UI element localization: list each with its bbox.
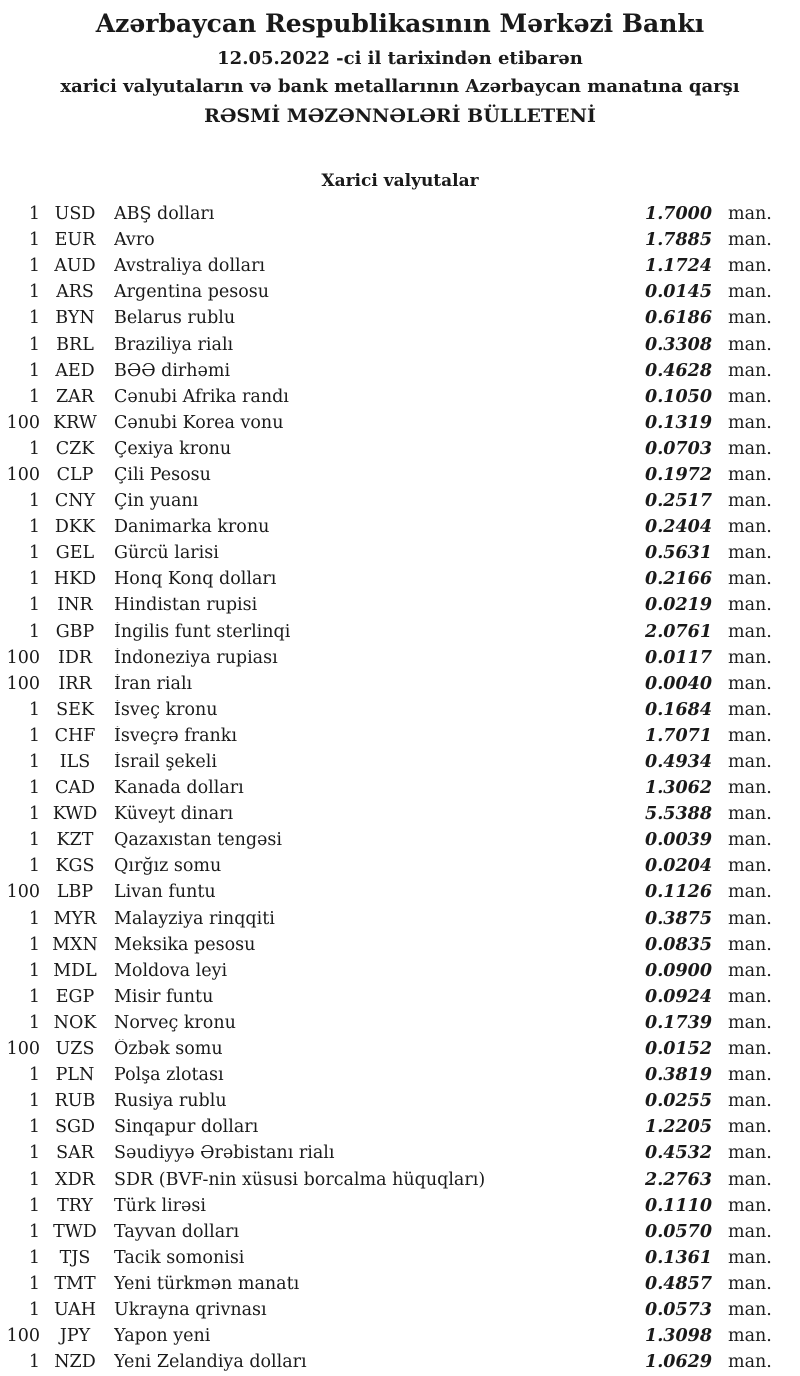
quantity-cell: 1 xyxy=(28,804,40,825)
rate-row xyxy=(0,488,800,514)
currency-code-cell: IDR xyxy=(57,647,93,668)
unit-cell: man. xyxy=(728,595,772,616)
currency-name-cell: Danimarka kronu xyxy=(114,517,270,538)
unit-cell: man. xyxy=(728,1117,772,1138)
currency-name-cell: Meksika pesosu xyxy=(114,934,256,955)
currency-name-cell: Cənubi Afrika randı xyxy=(114,386,289,407)
currency-name-cell: Moldova leyi xyxy=(114,960,228,981)
rate-row xyxy=(0,358,800,384)
unit-cell: man. xyxy=(728,1352,772,1373)
rate-row xyxy=(0,749,800,775)
rate-row xyxy=(0,1219,800,1245)
quantity-cell: 100 xyxy=(6,464,40,485)
quantity-cell: 1 xyxy=(28,1169,40,1190)
currency-code-cell: KWD xyxy=(52,804,98,825)
unit-cell: man. xyxy=(728,204,772,225)
unit-cell: man. xyxy=(728,1065,772,1086)
currency-code-cell: INR xyxy=(57,595,93,616)
rate-value-cell: 0.0900 xyxy=(645,960,712,981)
currency-code-cell: ZAR xyxy=(56,386,94,407)
currency-code-cell: EGP xyxy=(55,986,95,1007)
currency-code-cell: PLN xyxy=(55,1065,95,1086)
currency-code-cell: AED xyxy=(55,360,95,381)
rate-row xyxy=(0,1323,800,1349)
unit-cell: man. xyxy=(728,569,772,590)
quantity-cell: 1 xyxy=(28,960,40,981)
quantity-cell: 1 xyxy=(28,1143,40,1164)
rate-row xyxy=(0,201,800,227)
currency-code-cell: MDL xyxy=(53,960,97,981)
quantity-cell: 100 xyxy=(6,1326,40,1347)
currency-name-cell: Misir funtu xyxy=(114,986,214,1007)
unit-cell: man. xyxy=(728,673,772,694)
currency-name-cell: Gürcü larisi xyxy=(114,543,219,564)
currency-name-cell: Çin yuanı xyxy=(114,491,199,512)
currency-name-cell: İndoneziya rupiası xyxy=(114,647,278,668)
rate-value-cell: 0.0040 xyxy=(645,673,712,694)
rate-row xyxy=(0,462,800,488)
currency-name-cell: ABŞ dolları xyxy=(114,204,215,225)
quantity-cell: 1 xyxy=(28,595,40,616)
currency-code-cell: CHF xyxy=(54,725,96,746)
bulletin-name-line: RƏSMİ MƏZƏNNƏLƏRİ BÜLLETENİ xyxy=(204,105,596,127)
unit-cell: man. xyxy=(728,1273,772,1294)
currency-code-cell: CLP xyxy=(56,464,94,485)
currency-name-cell: BƏƏ dirhəmi xyxy=(114,360,231,381)
currency-code-cell: NZD xyxy=(54,1352,96,1373)
rate-row xyxy=(0,906,800,932)
rate-row xyxy=(0,1166,800,1192)
currency-name-cell: Çili Pesosu xyxy=(114,464,211,485)
unit-cell: man. xyxy=(728,1247,772,1268)
currency-name-cell: Türk lirəsi xyxy=(114,1195,206,1216)
quantity-cell: 1 xyxy=(28,934,40,955)
currency-code-cell: JPY xyxy=(59,1326,91,1347)
quantity-cell: 1 xyxy=(28,334,40,355)
currency-name-cell: Küveyt dinarı xyxy=(114,804,234,825)
quantity-cell: 1 xyxy=(28,856,40,877)
quantity-cell: 1 xyxy=(28,1091,40,1112)
currency-name-cell: Yeni türkmən manatı xyxy=(114,1273,300,1294)
currency-code-cell: BYN xyxy=(55,308,95,329)
rate-value-cell: 0.0924 xyxy=(645,986,712,1007)
rate-value-cell: 0.5631 xyxy=(645,543,712,564)
quantity-cell: 100 xyxy=(6,412,40,433)
unit-cell: man. xyxy=(728,621,772,642)
rate-value-cell: 0.6186 xyxy=(645,308,712,329)
currency-code-cell: XDR xyxy=(55,1169,95,1190)
currency-name-cell: İngilis funt sterlinqi xyxy=(114,621,291,642)
unit-cell: man. xyxy=(728,230,772,251)
rate-row xyxy=(0,645,800,671)
rate-value-cell: 1.7000 xyxy=(645,204,712,225)
unit-cell: man. xyxy=(728,308,772,329)
currency-code-cell: TWD xyxy=(53,1221,97,1242)
rate-row xyxy=(0,384,800,410)
rate-row xyxy=(0,958,800,984)
rate-value-cell: 0.3819 xyxy=(645,1065,712,1086)
currency-code-cell: TRY xyxy=(57,1195,93,1216)
currency-code-cell: ILS xyxy=(59,752,91,773)
rate-value-cell: 0.0117 xyxy=(645,647,712,668)
quantity-cell: 100 xyxy=(6,647,40,668)
currency-code-cell: CAD xyxy=(54,778,96,799)
currency-name-cell: Sinqapur dolları xyxy=(114,1117,259,1138)
currency-name-cell: Yeni Zelandiya dolları xyxy=(114,1352,307,1373)
currency-code-cell: UZS xyxy=(55,1039,95,1060)
quantity-cell: 1 xyxy=(28,908,40,929)
currency-name-cell: Tayvan dolları xyxy=(114,1221,240,1242)
currency-code-cell: UAH xyxy=(53,1299,97,1320)
unit-cell: man. xyxy=(728,334,772,355)
rate-value-cell: 0.1739 xyxy=(645,1012,712,1033)
currency-name-cell: Belarus rublu xyxy=(114,308,236,329)
rate-row xyxy=(0,566,800,592)
rate-row xyxy=(0,984,800,1010)
currency-name-cell: Cənubi Korea vonu xyxy=(114,412,284,433)
rate-value-cell: 0.4857 xyxy=(645,1273,712,1294)
rate-value-cell: 1.3098 xyxy=(645,1326,712,1347)
currency-name-cell: Çexiya kronu xyxy=(114,438,232,459)
rate-value-cell: 0.0219 xyxy=(645,595,712,616)
scope-line: xarici valyutaların və bank metallarının Azərbaycan manatına qarşı xyxy=(60,76,740,97)
rate-row xyxy=(0,1114,800,1140)
rates-table xyxy=(0,201,800,1375)
currency-code-cell: CZK xyxy=(55,438,95,459)
rate-row xyxy=(0,1297,800,1323)
quantity-cell: 1 xyxy=(28,1221,40,1242)
quantity-cell: 1 xyxy=(28,438,40,459)
currency-code-cell: BRL xyxy=(56,334,94,355)
currency-name-cell: Qırğız somu xyxy=(114,856,222,877)
currency-name-cell: Avro xyxy=(114,230,155,251)
quantity-cell: 100 xyxy=(6,673,40,694)
currency-code-cell: ARS xyxy=(56,282,94,303)
currency-name-cell: Argentina pesosu xyxy=(114,282,270,303)
rate-value-cell: 1.7885 xyxy=(645,230,712,251)
currency-name-cell: Polşa zlotası xyxy=(114,1065,224,1086)
quantity-cell: 1 xyxy=(28,1065,40,1086)
rate-value-cell: 0.0255 xyxy=(645,1091,712,1112)
rate-value-cell: 0.3875 xyxy=(645,908,712,929)
rate-row xyxy=(0,1062,800,1088)
section-title-foreign-currencies: Xarici valyutalar xyxy=(321,171,479,191)
currency-code-cell: MYR xyxy=(53,908,97,929)
currency-code-cell: LBP xyxy=(56,882,94,903)
unit-cell: man. xyxy=(728,960,772,981)
unit-cell: man. xyxy=(728,256,772,277)
quantity-cell: 1 xyxy=(28,256,40,277)
currency-code-cell: GBP xyxy=(55,621,95,642)
currency-code-cell: SAR xyxy=(56,1143,94,1164)
quantity-cell: 1 xyxy=(28,752,40,773)
rate-row xyxy=(0,1140,800,1166)
quantity-cell: 1 xyxy=(28,360,40,381)
quantity-cell: 1 xyxy=(28,386,40,407)
rate-value-cell: 1.3062 xyxy=(645,778,712,799)
currency-name-cell: İran rialı xyxy=(114,673,193,694)
unit-cell: man. xyxy=(728,1143,772,1164)
quantity-cell: 1 xyxy=(28,308,40,329)
currency-name-cell: İsrail şekeli xyxy=(114,752,217,773)
currency-name-cell: Livan funtu xyxy=(114,882,216,903)
currency-code-cell: KGS xyxy=(55,856,95,877)
unit-cell: man. xyxy=(728,986,772,1007)
rate-value-cell: 0.1972 xyxy=(645,464,712,485)
unit-cell: man. xyxy=(728,882,772,903)
quantity-cell: 1 xyxy=(28,699,40,720)
rate-row xyxy=(0,619,800,645)
unit-cell: man. xyxy=(728,1326,772,1347)
unit-cell: man. xyxy=(728,1169,772,1190)
page-title: Azərbaycan Respublikasının Mərkəzi Bankı xyxy=(95,9,705,38)
quantity-cell: 100 xyxy=(6,1039,40,1060)
quantity-cell: 1 xyxy=(28,830,40,851)
rate-row xyxy=(0,1193,800,1219)
quantity-cell: 1 xyxy=(28,778,40,799)
rate-value-cell: 0.0145 xyxy=(645,282,712,303)
currency-name-cell: Qazaxıstan tengəsi xyxy=(114,830,282,851)
rate-row xyxy=(0,331,800,357)
rate-value-cell: 2.0761 xyxy=(645,621,712,642)
rate-value-cell: 0.4532 xyxy=(645,1143,712,1164)
unit-cell: man. xyxy=(728,647,772,668)
rate-value-cell: 0.0039 xyxy=(645,830,712,851)
rate-row xyxy=(0,514,800,540)
quantity-cell: 1 xyxy=(28,1299,40,1320)
rate-value-cell: 1.0629 xyxy=(645,1352,712,1373)
quantity-cell: 100 xyxy=(6,882,40,903)
unit-cell: man. xyxy=(728,517,772,538)
rate-value-cell: 0.3308 xyxy=(645,334,712,355)
quantity-cell: 1 xyxy=(28,569,40,590)
unit-cell: man. xyxy=(728,1039,772,1060)
unit-cell: man. xyxy=(728,360,772,381)
rate-value-cell: 0.0570 xyxy=(645,1221,712,1242)
quantity-cell: 1 xyxy=(28,725,40,746)
rate-row xyxy=(0,1271,800,1297)
rate-row xyxy=(0,1010,800,1036)
unit-cell: man. xyxy=(728,491,772,512)
rate-value-cell: 0.2404 xyxy=(645,517,712,538)
currency-name-cell: Səudiyyə Ərəbistanı rialı xyxy=(114,1143,335,1164)
rate-row xyxy=(0,253,800,279)
rate-row xyxy=(0,436,800,462)
quantity-cell: 1 xyxy=(28,282,40,303)
currency-code-cell: TMT xyxy=(54,1273,96,1294)
currency-name-cell: Avstraliya dolları xyxy=(114,256,266,277)
unit-cell: man. xyxy=(728,1195,772,1216)
rate-value-cell: 0.0152 xyxy=(645,1039,712,1060)
currency-code-cell: SGD xyxy=(55,1117,95,1138)
rate-value-cell: 1.7071 xyxy=(645,725,712,746)
unit-cell: man. xyxy=(728,830,772,851)
quantity-cell: 1 xyxy=(28,517,40,538)
unit-cell: man. xyxy=(728,543,772,564)
quantity-cell: 1 xyxy=(28,621,40,642)
currency-code-cell: TJS xyxy=(59,1247,91,1268)
unit-cell: man. xyxy=(728,804,772,825)
rate-row xyxy=(0,1349,800,1375)
rate-row xyxy=(0,879,800,905)
unit-cell: man. xyxy=(728,386,772,407)
unit-cell: man. xyxy=(728,725,772,746)
currency-code-cell: MXN xyxy=(52,934,98,955)
rate-value-cell: 0.1050 xyxy=(645,386,712,407)
unit-cell: man. xyxy=(728,464,772,485)
rate-value-cell: 0.0835 xyxy=(645,934,712,955)
quantity-cell: 1 xyxy=(28,1247,40,1268)
currency-code-cell: KZT xyxy=(56,830,94,851)
rate-value-cell: 0.0204 xyxy=(645,856,712,877)
rate-row xyxy=(0,671,800,697)
rate-row xyxy=(0,723,800,749)
rate-row xyxy=(0,305,800,331)
rate-row xyxy=(0,853,800,879)
rate-value-cell: 0.4628 xyxy=(645,360,712,381)
unit-cell: man. xyxy=(728,752,772,773)
currency-code-cell: USD xyxy=(54,204,96,225)
rate-value-cell: 0.2517 xyxy=(645,491,712,512)
rate-row xyxy=(0,410,800,436)
currency-code-cell: HKD xyxy=(53,569,97,590)
currency-name-cell: İsveç kronu xyxy=(114,699,218,720)
currency-code-cell: IRR xyxy=(58,673,92,694)
rate-value-cell: 0.1319 xyxy=(645,412,712,433)
unit-cell: man. xyxy=(728,282,772,303)
effective-date-line: 12.05.2022 -ci il tarixindən etibarən xyxy=(217,48,583,69)
rate-row xyxy=(0,801,800,827)
quantity-cell: 1 xyxy=(28,1117,40,1138)
currency-code-cell: GEL xyxy=(55,543,95,564)
quantity-cell: 1 xyxy=(28,1195,40,1216)
unit-cell: man. xyxy=(728,412,772,433)
rate-value-cell: 0.1110 xyxy=(645,1195,712,1216)
currency-name-cell: Yapon yeni xyxy=(114,1326,211,1347)
rate-row xyxy=(0,227,800,253)
rate-value-cell: 0.4934 xyxy=(645,752,712,773)
currency-code-cell: CNY xyxy=(54,491,96,512)
currency-code-cell: DKK xyxy=(54,517,96,538)
currency-code-cell: EUR xyxy=(54,230,96,251)
rate-row xyxy=(0,1245,800,1271)
currency-code-cell: SEK xyxy=(56,699,94,720)
rate-value-cell: 1.1724 xyxy=(645,256,712,277)
currency-code-cell: NOK xyxy=(53,1012,97,1033)
rate-value-cell: 0.0573 xyxy=(645,1299,712,1320)
unit-cell: man. xyxy=(728,908,772,929)
quantity-cell: 1 xyxy=(28,1012,40,1033)
unit-cell: man. xyxy=(728,934,772,955)
unit-cell: man. xyxy=(728,1221,772,1242)
unit-cell: man. xyxy=(728,856,772,877)
rate-row xyxy=(0,592,800,618)
quantity-cell: 1 xyxy=(28,986,40,1007)
currency-name-cell: Ukrayna qrivnası xyxy=(114,1299,267,1320)
rate-value-cell: 0.1361 xyxy=(645,1247,712,1268)
unit-cell: man. xyxy=(728,438,772,459)
unit-cell: man. xyxy=(728,1091,772,1112)
currency-name-cell: Hindistan rupisi xyxy=(114,595,258,616)
rate-row xyxy=(0,540,800,566)
quantity-cell: 1 xyxy=(28,543,40,564)
currency-name-cell: Braziliya rialı xyxy=(114,334,234,355)
rate-value-cell: 0.2166 xyxy=(645,569,712,590)
currency-code-cell: RUB xyxy=(54,1091,96,1112)
currency-name-cell: SDR (BVF-nin xüsusi borcalma hüquqları) xyxy=(114,1169,486,1190)
unit-cell: man. xyxy=(728,1012,772,1033)
unit-cell: man. xyxy=(728,778,772,799)
currency-name-cell: Kanada dolları xyxy=(114,778,244,799)
currency-name-cell: Norveç kronu xyxy=(114,1012,236,1033)
currency-name-cell: Rusiya rublu xyxy=(114,1091,227,1112)
currency-name-cell: İsveçrə frankı xyxy=(114,725,237,746)
rate-row xyxy=(0,932,800,958)
rate-row xyxy=(0,279,800,305)
rate-value-cell: 1.2205 xyxy=(645,1117,712,1138)
unit-cell: man. xyxy=(728,699,772,720)
rate-value-cell: 2.2763 xyxy=(645,1169,712,1190)
rate-row xyxy=(0,697,800,723)
quantity-cell: 1 xyxy=(28,1352,40,1373)
rate-row xyxy=(0,1088,800,1114)
rate-value-cell: 0.1684 xyxy=(645,699,712,720)
quantity-cell: 1 xyxy=(28,491,40,512)
rate-value-cell: 0.0703 xyxy=(645,438,712,459)
quantity-cell: 1 xyxy=(28,1273,40,1294)
rate-row xyxy=(0,775,800,801)
currency-name-cell: Honq Konq dolları xyxy=(114,569,277,590)
rate-row xyxy=(0,1036,800,1062)
unit-cell: man. xyxy=(728,1299,772,1320)
currency-name-cell: Tacik somonisi xyxy=(114,1247,245,1268)
rate-value-cell: 5.5388 xyxy=(645,804,712,825)
currency-name-cell: Malayziya rinqqiti xyxy=(114,908,275,929)
rate-row xyxy=(0,827,800,853)
currency-name-cell: Özbək somu xyxy=(114,1039,223,1060)
quantity-cell: 1 xyxy=(28,230,40,251)
quantity-cell: 1 xyxy=(28,204,40,225)
currency-code-cell: KRW xyxy=(53,412,97,433)
rate-value-cell: 0.1126 xyxy=(645,882,712,903)
currency-code-cell: AUD xyxy=(54,256,96,277)
